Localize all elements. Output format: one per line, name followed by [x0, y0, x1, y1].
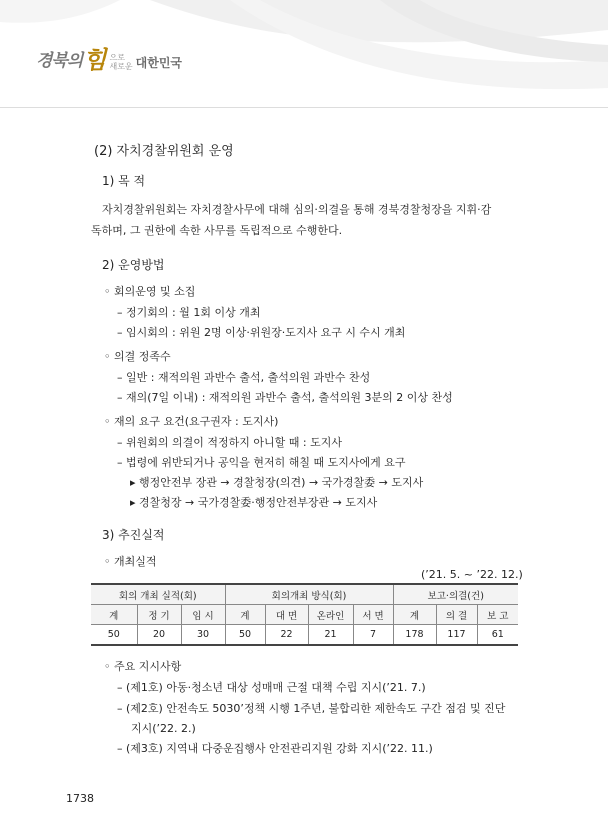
directive-3: – (제3호) 지역내 다중운집행사 안전관리지원 강화 지시(’22. 11.): [117, 742, 433, 755]
table-subheader: 계: [393, 605, 436, 625]
method-special-meeting: – 임시회의 : 위원 2명 이상·위원장·도지사 요구 시 수시 개최: [117, 326, 406, 339]
logo-country-text: 대한민국: [135, 56, 183, 70]
logo: [36, 45, 183, 74]
table-cell: 50: [225, 625, 265, 646]
method-heading: 2) 운영방법: [102, 258, 165, 272]
table-subheader: 보 고: [477, 605, 518, 625]
table-header-meetings: 회의 개최 실적(회): [91, 584, 225, 605]
table-cell: 22: [265, 625, 308, 646]
section-title: (2) 자치경찰위원회 운영: [94, 144, 234, 159]
table-sub-header-row: [91, 605, 518, 625]
logo-small-top: 으로: [109, 53, 125, 62]
table-cell: 50: [91, 625, 137, 646]
method-reconsider-arrow1: ▸ 행정안전부 장관 → 경찰청장(의견) → 국가경찰委 → 도지사: [130, 476, 424, 489]
method-reconsider-item1: – 위원회의 의결이 적정하지 아니할 때 : 도지사: [117, 436, 342, 449]
purpose-text-line2: 독하며, 그 권한에 속한 사무를 독립적으로 수행한다.: [91, 224, 343, 237]
table-subheader: 서 면: [353, 605, 393, 625]
table-subheader: 계: [91, 605, 137, 625]
purpose-heading: 1) 목 적: [102, 174, 146, 188]
table-group-header-row: [91, 584, 518, 605]
table-cell: 21: [308, 625, 353, 646]
table-cell: 117: [436, 625, 477, 646]
meeting-results-table: [91, 583, 518, 646]
table-subheader: 대 면: [265, 605, 308, 625]
table-cell: 7: [353, 625, 393, 646]
table-cell: 61: [477, 625, 518, 646]
logo-small-bottom: 새로운: [109, 62, 133, 71]
method-reconsider-item2: – 법령에 위반되거나 공익을 현저히 해칠 때 도지사에게 요구: [117, 456, 406, 469]
method-bullet-quorum: ◦ 의결 정족수: [104, 350, 171, 363]
method-bullet-reconsider: ◦ 재의 요구 요건(요구권자 : 도지사): [104, 415, 279, 428]
header-divider: [0, 107, 608, 108]
table-cell: 30: [181, 625, 225, 646]
results-heading: 3) 추진실적: [102, 528, 165, 542]
table-subheader: 온라인: [308, 605, 353, 625]
table-cell: 178: [393, 625, 436, 646]
table-row: [91, 625, 518, 646]
logo-main-text: 경북의: [36, 51, 83, 71]
table-header-method: 회의개최 방식(회): [225, 584, 393, 605]
logo-small-text: [109, 53, 132, 71]
method-reconsider-arrow2: ▸ 경찰청장 → 국가경찰委·행정안전부장관 → 도지사: [130, 496, 378, 509]
table-header-reports: 보고·의결(건): [393, 584, 518, 605]
table-subheader: 정 기: [137, 605, 181, 625]
method-quorum-reconsider: – 재의(7일 이내) : 재적의원 과반수 출석, 출석의원 3분의 2 이상 찬성: [117, 391, 453, 404]
results-period: (’21. 5. ~ ’22. 12.): [421, 568, 523, 581]
directive-1: – (제1호) 아동·청소년 대상 성매매 근절 대책 수립 지시(’21. 7.): [117, 681, 426, 694]
table-subheader: 계: [225, 605, 265, 625]
directives-heading: ◦ 주요 지시사항: [104, 660, 182, 673]
method-quorum-general: – 일반 : 재적의원 과반수 출석, 출석의원 과반수 찬성: [117, 371, 371, 384]
directive-2-line1: – (제2호) 안전속도 5030’정책 시행 1주년, 불합리한 제한속도 구간 점검 및 진단: [117, 702, 506, 715]
method-bullet-meeting: ◦ 회의운영 및 소집: [104, 285, 196, 298]
table-subheader: 임 시: [181, 605, 225, 625]
directive-2-line2: 지시(’22. 2.): [131, 722, 196, 735]
method-regular-meeting: – 정기회의 : 월 1회 이상 개최: [117, 306, 261, 319]
table-subheader: 의 결: [436, 605, 477, 625]
purpose-text-line1: 자치경찰위원회는 자치경찰사무에 대해 심의·의결을 통해 경북경찰청장을 지휘·감: [102, 203, 492, 216]
page-number: 1738: [66, 792, 94, 805]
table-cell: 20: [137, 625, 181, 646]
logo-accent-text: 힘: [83, 45, 107, 74]
page-header: [0, 0, 608, 108]
results-sub-heading: ◦ 개최실적: [104, 555, 157, 568]
